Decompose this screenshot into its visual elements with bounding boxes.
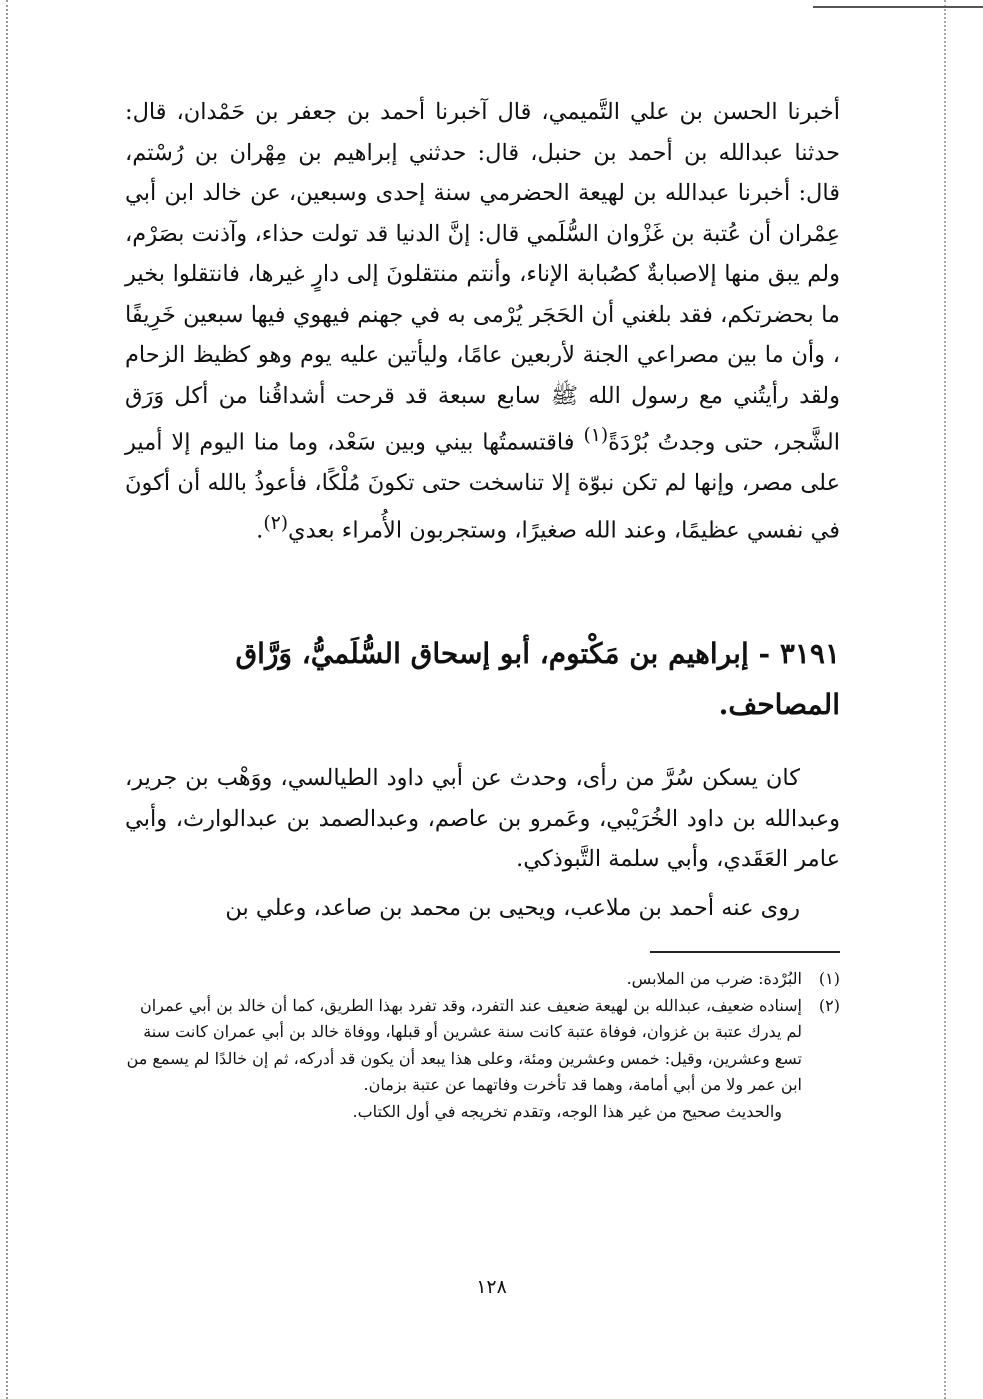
footnote-1 xyxy=(125,966,840,993)
entry-heading xyxy=(125,628,840,730)
narration-part-1: أخبرنا الحسن بن علي التَّميمي، قال آخبرنا أحمد بن جعفر بن حَمْدان، قال: حدثنا عبدالله بن أحمد بن حنبل، قال: حدثني إبراهيم بن مِهْران بن رُسْتم، قال: أخبرنا عبدالله بن لهيعة الحضرمي سنة إحدى وسبعين، عن خالد ابن أبي عِمْران أن عُتبة بن غَزْوان السُّلَمي قال: إنَّ الدنيا قد تولت حذاء، وآذنت بصَرْم، ولم يبق منها إلاصبابةٌ كصُبابة الإناء، وأنتم منتقلونَ إلى دارٍ غيرها، فانتقلوا بخير ما بحضرتكم، فقد بلغني أن الحَجَر يُرْمى به في جهنم فيهوي فيها سبعين خَرِيفًا ، وأن ما بين مصراعي الجنة لأربعين عامًا، وليأتين عليه يوم وهو كظيظ الزحام ولقد رأيتُني مع رسول الله ﷺ سابع سبعة قد قرحت أشداقُنا من أكل وَرَق الشَّجر، حتى وجدتُ بُرْدَةً xyxy=(125,99,840,456)
entry-title: - إبراهيم بن مَكْتوم، أبو إسحاق السُّلَميُّ، وَرَّاق المصاحف. xyxy=(235,637,840,721)
footnote-divider xyxy=(650,951,840,953)
footnote-body xyxy=(125,966,802,993)
footnote-number: (٢) xyxy=(818,995,840,1015)
footnote-number: (١) xyxy=(818,969,840,988)
scan-edge-top xyxy=(813,6,983,8)
footnote-body xyxy=(125,993,802,1126)
footnotes xyxy=(125,966,840,1125)
entry-number: ٣١٩١ xyxy=(779,637,840,670)
entry-paragraph: روى عنه أحمد بن ملاعب، ويحيى بن محمد بن صاعد، وعلي بن xyxy=(225,894,800,921)
footnote-text: البُرْدة: ضرب من الملابس. xyxy=(626,969,802,988)
footnote-marker-2: (٢) xyxy=(263,512,289,534)
page-number: ١٢٨ xyxy=(476,1276,507,1298)
scan-edge-right xyxy=(944,0,946,1399)
footnote-text: والحديث صحيح من غير هذا الوجه، وتقدم تخريجه في أول الكتاب. xyxy=(352,1101,782,1121)
scan-edge-left xyxy=(6,0,8,1399)
footnote-text: إسناده ضعيف، عبدالله بن لهيعة ضعيف عند التفرد، وقد تفرد بهذا الطريق، كما أن خالد بن أبي عمران لم يدرك عتبة بن غزوان، فوفاة عتبة كانت سنة عشرين أو قبلها، ووفاة خالد بن أبي عمران كانت سنة تسع وعشرين، وقيل: خمس وعشرين ومئة، وعلى هذا يبعد أن يكون قد أدركه، ثم إن خالدًا لم يسمع من ابن عمر ولا من أبي أمامة، وهما قد تأخرت وفاتهما عن عتبة بزمان. xyxy=(126,995,802,1094)
narration-paragraph: أخبرنا الحسن بن علي التَّميمي، قال آخبرنا أحمد بن جعفر بن حَمْدان، قال: حدثنا عبدالله بن أحمد بن حنبل، قال: حدثني إبراهيم بن مِهْران بن رُسْتم، قال: أخبرنا عبدالله بن لهيعة الحضرمي سنة إحدى وسبعين، عن خالد ابن أبي عِمْران أن عُتبة بن غَزْوان السُّلَمي قال: إنَّ الدنيا قد تولت حذاء، وآذنت بصَرْم، ولم يبق منها إلاصبابةٌ كصُبابة الإناء، وأنتم منتقلونَ إلى دارٍ غيرها، فانتقلوا بخير ما بحضرتكم، فقد بلغني أن الحَجَر يُرْمى به في جهنم فيهوي فيها سبعين خَرِيفًا ، وأن ما بين مصراعي الجنة لأربعين عامًا، وليأتين عليه يوم وهو كظيظ الزحام ولقد رأيتُني مع رسول الله ﷺ سابع سبعة قد قرحت أشداقُنا من أكل وَرَق الشَّجر، حتى وجدتُ بُرْدَةً$^{(١)}$ فاقتسمتُها بيني وبين سَعْد، وما منا اليوم إلا أمير على مصر، وإنها لم تكن نبوّة إلا تناسخت حتى تكونَ مُلْكًا، فأعوذُ بالله أن أكونَ في نفسي عظيمًا، وعند الله صغيرًا، وستجربون الأُمراء بعدي$^{(٢)}$. xyxy=(125,99,840,543)
footnote-2 xyxy=(125,993,840,1126)
footnote-marker-1: (١) xyxy=(583,425,609,446)
entry-body xyxy=(125,758,840,936)
narration-part-2: فاقتسمتُها بيني وبين سَعْد، وما منا اليوم إلا أمير على مصر، وإنها لم تكن نبوّة إلا تناسخت حتى تكونَ مُلْكًا، فأعوذُ بالله أن أكونَ في نفسي عظيمًا، وعند الله صغيرًا، وستجربون الأُمراء بعدي xyxy=(125,429,840,543)
entry-paragraph: كان يسكن سُرَّ من رأى، وحدث عن أبي داود الطيالسي، ووَهْب بن جرير، وعبدالله بن داود الخُرَيْبي، وعَمرو بن عاصم، وعبدالصمد بن عبدالوارث، وأبي عامر العَقَدي، وأبي سلمة التَّبوذكي. xyxy=(125,765,840,872)
narration-text xyxy=(125,92,840,551)
